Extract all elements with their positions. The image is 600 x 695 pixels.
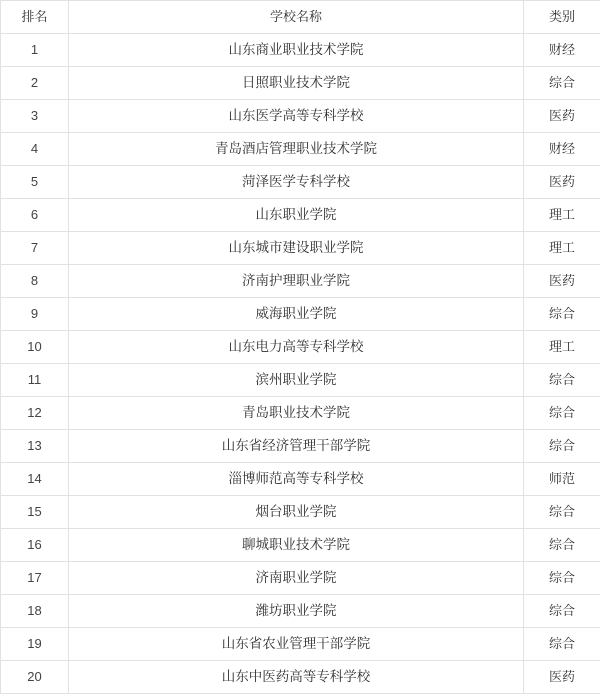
cell-school-name: 滨州职业学院 — [69, 364, 524, 397]
cell-category: 理工 — [524, 331, 600, 364]
cell-rank: 14 — [1, 463, 69, 496]
cell-rank: 17 — [1, 562, 69, 595]
cell-school-name: 山东电力高等专科学校 — [69, 331, 524, 364]
cell-category: 综合 — [524, 529, 600, 562]
cell-school-name: 威海职业学院 — [69, 298, 524, 331]
cell-school-name: 山东医学高等专科学校 — [69, 100, 524, 133]
cell-rank: 5 — [1, 166, 69, 199]
cell-school-name: 山东省经济管理干部学院 — [69, 430, 524, 463]
cell-category: 理工 — [524, 199, 600, 232]
cell-school-name: 山东中医药高等专科学校 — [69, 661, 524, 694]
cell-category: 医药 — [524, 265, 600, 298]
table-row — [1, 67, 600, 100]
table-row — [1, 199, 600, 232]
cell-category: 综合 — [524, 430, 600, 463]
cell-rank: 18 — [1, 595, 69, 628]
cell-rank: 3 — [1, 100, 69, 133]
table-row — [1, 562, 600, 595]
cell-rank: 16 — [1, 529, 69, 562]
cell-category: 理工 — [524, 232, 600, 265]
column-header-rank: 排名 — [1, 1, 69, 34]
cell-school-name: 潍坊职业学院 — [69, 595, 524, 628]
cell-rank: 9 — [1, 298, 69, 331]
cell-category: 综合 — [524, 595, 600, 628]
column-header-school-name: 学校名称 — [69, 1, 524, 34]
cell-rank: 7 — [1, 232, 69, 265]
table-row — [1, 364, 600, 397]
cell-rank: 2 — [1, 67, 69, 100]
cell-category: 综合 — [524, 496, 600, 529]
cell-school-name: 日照职业技术学院 — [69, 67, 524, 100]
table-row — [1, 430, 600, 463]
cell-category: 综合 — [524, 628, 600, 661]
table-row — [1, 100, 600, 133]
table-row — [1, 34, 600, 67]
table-row — [1, 298, 600, 331]
cell-category: 综合 — [524, 562, 600, 595]
cell-rank: 12 — [1, 397, 69, 430]
table-row — [1, 595, 600, 628]
column-header-category: 类别 — [524, 1, 600, 34]
cell-rank: 11 — [1, 364, 69, 397]
cell-category: 财经 — [524, 34, 600, 67]
table-header — [1, 1, 600, 34]
table-header-row — [1, 1, 600, 34]
cell-school-name: 山东城市建设职业学院 — [69, 232, 524, 265]
table-row — [1, 331, 600, 364]
table-row — [1, 397, 600, 430]
table-row — [1, 232, 600, 265]
cell-school-name: 聊城职业技术学院 — [69, 529, 524, 562]
table-row — [1, 628, 600, 661]
cell-school-name: 济南职业学院 — [69, 562, 524, 595]
cell-school-name: 青岛酒店管理职业技术学院 — [69, 133, 524, 166]
cell-rank: 6 — [1, 199, 69, 232]
cell-category: 综合 — [524, 67, 600, 100]
cell-category: 医药 — [524, 661, 600, 694]
cell-category: 师范 — [524, 463, 600, 496]
table-row — [1, 661, 600, 694]
table-row — [1, 463, 600, 496]
cell-category: 医药 — [524, 100, 600, 133]
table-body — [1, 34, 600, 694]
table-row — [1, 265, 600, 298]
cell-rank: 13 — [1, 430, 69, 463]
table-row — [1, 133, 600, 166]
cell-category: 医药 — [524, 166, 600, 199]
cell-rank: 1 — [1, 34, 69, 67]
cell-category: 综合 — [524, 298, 600, 331]
cell-school-name: 青岛职业技术学院 — [69, 397, 524, 430]
cell-school-name: 山东职业学院 — [69, 199, 524, 232]
cell-rank: 19 — [1, 628, 69, 661]
cell-rank: 15 — [1, 496, 69, 529]
cell-school-name: 山东省农业管理干部学院 — [69, 628, 524, 661]
cell-school-name: 山东商业职业技术学院 — [69, 34, 524, 67]
table-row — [1, 496, 600, 529]
table-row — [1, 166, 600, 199]
cell-category: 综合 — [524, 397, 600, 430]
cell-school-name: 淄博师范高等专科学校 — [69, 463, 524, 496]
cell-category: 财经 — [524, 133, 600, 166]
cell-rank: 10 — [1, 331, 69, 364]
cell-category: 综合 — [524, 364, 600, 397]
cell-rank: 20 — [1, 661, 69, 694]
table-row — [1, 529, 600, 562]
cell-school-name: 烟台职业学院 — [69, 496, 524, 529]
cell-rank: 4 — [1, 133, 69, 166]
cell-rank: 8 — [1, 265, 69, 298]
cell-school-name: 济南护理职业学院 — [69, 265, 524, 298]
cell-school-name: 菏泽医学专科学校 — [69, 166, 524, 199]
